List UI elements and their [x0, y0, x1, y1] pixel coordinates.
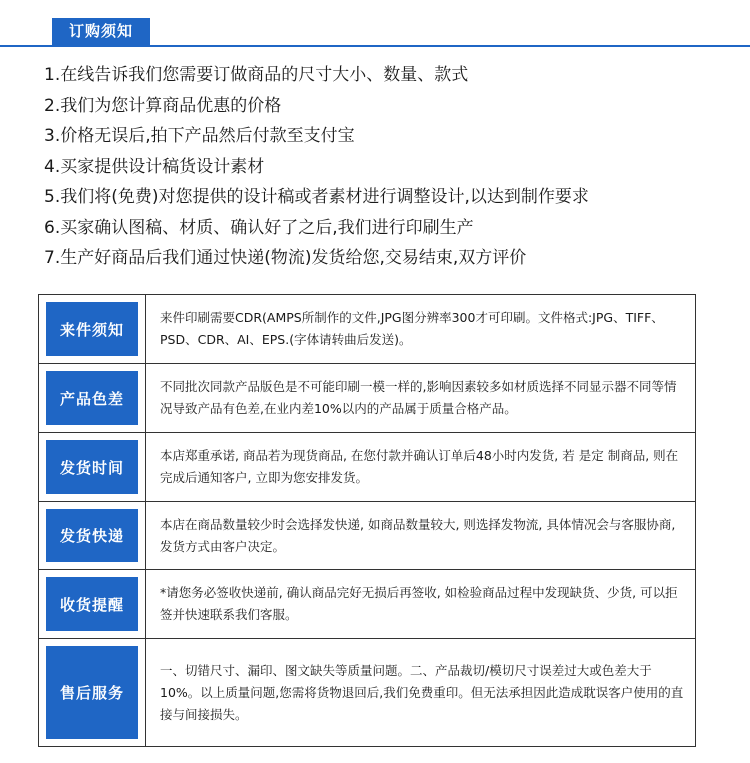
info-text-shipping-time: 本店郑重承诺, 商品若为现货商品, 在您付款并确认订单后48小时内发货, 若 是定 制商品, 则在完成后通知客户, 立即为您安排发货。 — [160, 448, 679, 485]
info-label-cell — [39, 502, 146, 569]
info-text-color-difference: 不同批次同款产品版色是不可能印刷一模一样的,影响因素较多如材质选择不同显示器不同等情况导致产品有色差,在业内差10%以内的产品属于质量合格产品。 — [160, 379, 677, 416]
info-text-receipt-reminder: *请您务必签收快递前, 确认商品完好无损后再签收, 如检验商品过程中发现缺货、少货, 可以拒签并快速联系我们客服。 — [160, 585, 678, 622]
info-label-after-sales: 售后服务 — [46, 646, 138, 739]
info-label-cell — [39, 295, 146, 363]
order-step-5: 5.我们将(免费)对您提供的设计稿或者素材进行调整设计,以达到制作要求 — [44, 187, 589, 207]
info-label-cell — [39, 433, 146, 501]
section-title-label: 订购须知 — [68, 22, 133, 40]
info-text-after-sales: 一、切错尺寸、漏印、图文缺失等质量问题。二、产品裁切/模切尺寸误差过大或色差大于10%。以上质量问题,您需将货物退回后,我们免费重印。但无法承担因此造成耽误客户使用的直接与间接损失。 — [160, 662, 684, 722]
order-step-7: 7.生产好商品后我们通过快递(物流)发货给您,交易结束,双方评价 — [44, 248, 527, 268]
info-text-courier: 本店在商品数量较少时会选择发快递, 如商品数量较大, 则选择发物流, 具体情况会与客服协商, 发货方式由客户决定。 — [160, 516, 676, 554]
order-step-3: 3.价格无误后,拍下产品然后付款至支付宝 — [44, 126, 355, 146]
info-text-submission: 来件印刷需要CDR(AMPS所制作的文件,JPG图分辨率300才可印刷。文件格式:JPG、TIFF、PSD、CDR、AI、EPS.(字体请转曲后发送)。 — [160, 310, 664, 347]
info-label-cell — [39, 570, 146, 638]
info-row-receipt-reminder — [39, 570, 695, 639]
info-table — [38, 294, 696, 747]
info-label-receipt-reminder: 收货提醒 — [46, 577, 138, 631]
order-step-1: 1.在线告诉我们您需要订做商品的尺寸大小、数量、款式 — [44, 65, 469, 85]
order-step-4: 4.买家提供设计稿货设计素材 — [44, 156, 265, 177]
section-title-tab — [52, 18, 150, 45]
info-label-submission: 来件须知 — [46, 302, 138, 356]
info-row-after-sales — [39, 639, 695, 746]
info-label-cell — [39, 364, 146, 432]
order-step-2: 2.我们为您计算商品优惠的价格 — [44, 95, 282, 116]
info-label-color-difference: 产品色差 — [46, 371, 138, 425]
order-steps-list — [44, 60, 589, 274]
info-row-courier — [39, 502, 695, 570]
header-divider — [0, 45, 750, 47]
info-label-cell — [39, 639, 146, 746]
info-row-color-difference — [39, 364, 695, 433]
info-row-shipping-time — [39, 433, 695, 502]
info-row-submission — [39, 295, 695, 364]
order-step-6: 6.买家确认图稿、材质、确认好了之后,我们进行印刷生产 — [44, 217, 474, 238]
info-label-shipping-time: 发货时间 — [46, 440, 138, 494]
info-label-courier: 发货快递 — [46, 509, 138, 562]
